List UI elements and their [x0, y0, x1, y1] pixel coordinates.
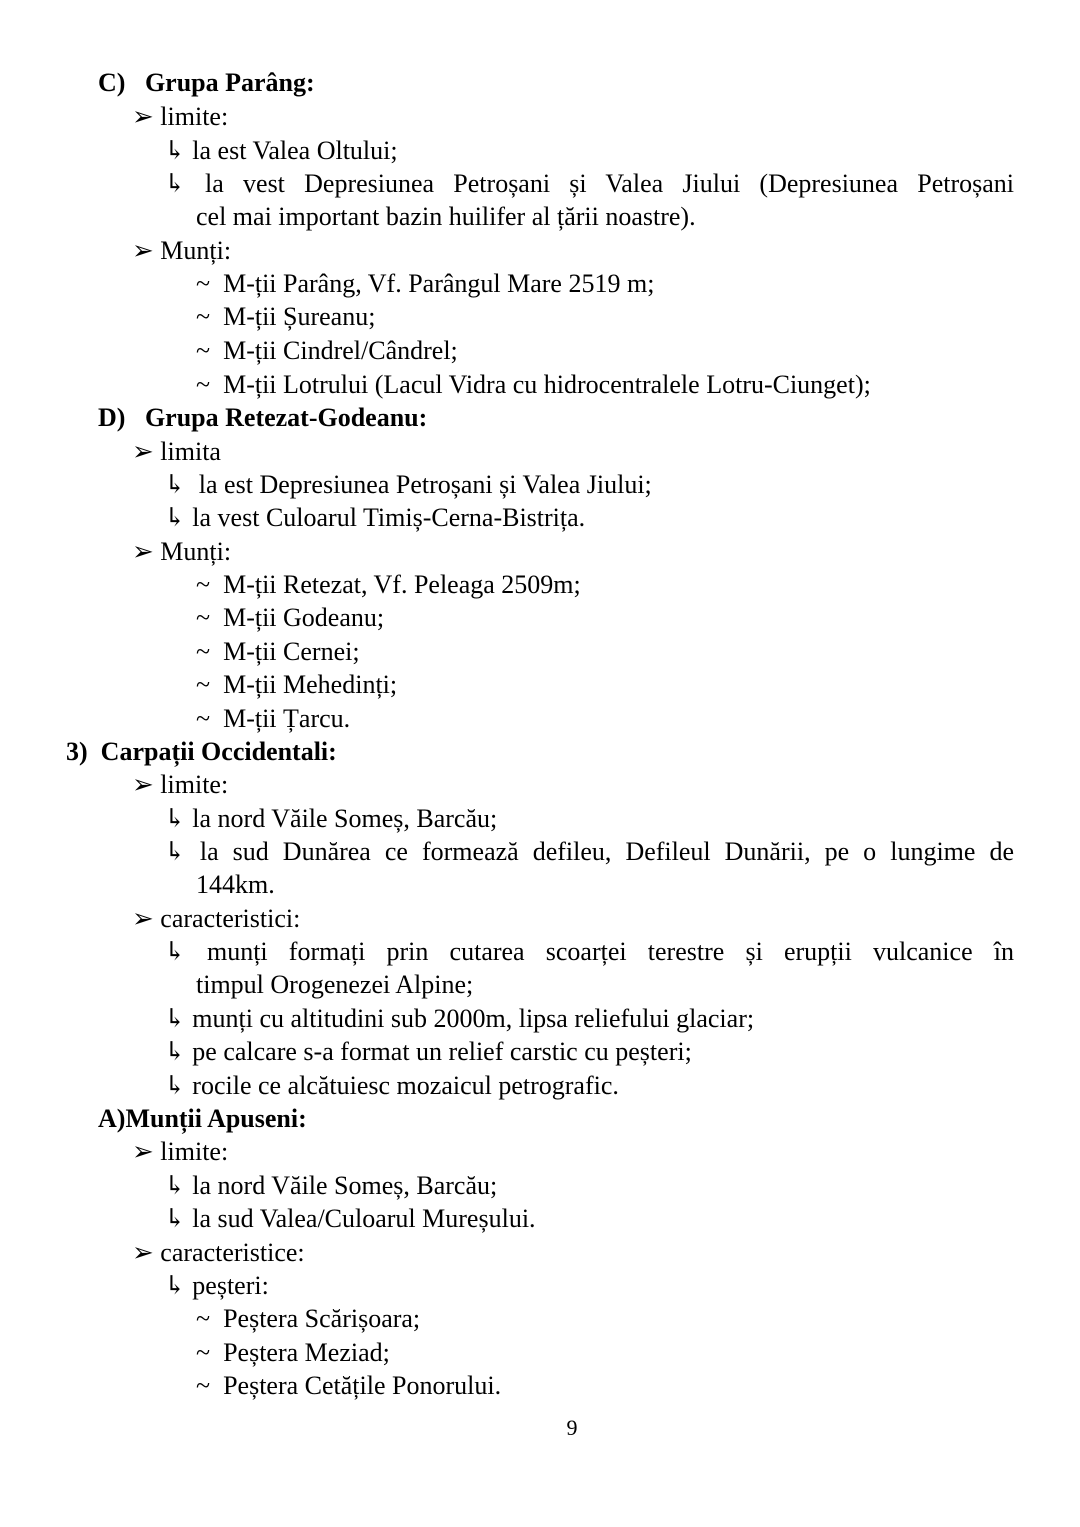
- section-3-title: Carpații Occidentali:: [100, 737, 337, 766]
- tilde-item-text: M-ții Retezat, Vf. Peleaga 2509m;: [223, 570, 581, 599]
- bullet-item: [132, 902, 300, 935]
- section-c-heading: [98, 66, 315, 99]
- tilde-bullet-icon: ~: [196, 336, 211, 365]
- arrow-bullet-icon: ➢: [132, 1238, 154, 1267]
- sub-bullet-item: [164, 1069, 619, 1102]
- tilde-item: [196, 635, 360, 668]
- tilde-item: [196, 368, 871, 401]
- hook-arrow-icon: ↳: [164, 804, 186, 833]
- tilde-item: [196, 601, 384, 634]
- bullet-item: [132, 100, 228, 133]
- sub-bullet-item: [164, 935, 1014, 968]
- page-number: 9: [566, 1415, 578, 1440]
- sub-bullet-item: [164, 1169, 497, 1202]
- sub-bullet-text: la vest Culoarul Timiș-Cerna-Bistrița.: [192, 503, 586, 532]
- tilde-item: [196, 267, 654, 300]
- section-3-heading: [66, 735, 337, 768]
- tilde-item-text: M-ții Șureanu;: [223, 302, 376, 331]
- sub-bullet-item: [164, 134, 398, 167]
- arrow-bullet-icon: ➢: [132, 102, 154, 131]
- hook-arrow-icon: ↳: [164, 136, 186, 165]
- bullet-label: caracteristici:: [160, 904, 301, 933]
- tilde-item: [196, 1369, 501, 1402]
- sub-bullet-continuation: cel mai important bazin huilifer al țării noastre).: [196, 202, 696, 231]
- tilde-item-text: M-ții Cindrel/Cândrel;: [223, 336, 458, 365]
- sub-bullet-item: [164, 468, 652, 501]
- tilde-bullet-icon: ~: [196, 269, 211, 298]
- tilde-item-text: M-ții Țarcu.: [223, 704, 351, 733]
- sub-bullet-item: [164, 167, 1014, 200]
- tilde-item-text: Peștera Meziad;: [223, 1338, 390, 1367]
- tilde-item: [196, 334, 458, 367]
- sub-bullet-continuation: timpul Orogenezei Alpine;: [196, 970, 474, 999]
- bullet-item: [132, 234, 231, 267]
- tilde-item: [196, 668, 397, 701]
- section-a-heading: [98, 1102, 307, 1135]
- tilde-item-text: Peștera Cetățile Ponorului.: [223, 1371, 502, 1400]
- arrow-bullet-icon: ➢: [132, 904, 154, 933]
- bullet-label: limita: [160, 437, 221, 466]
- section-c-number: C): [98, 68, 126, 97]
- sub-bullet-text: la est Valea Oltului;: [192, 136, 398, 165]
- sub-bullet-item: [164, 1002, 754, 1035]
- tilde-bullet-icon: ~: [196, 670, 211, 699]
- sub-bullet-item: [164, 1202, 536, 1235]
- sub-bullet-item: [164, 1035, 692, 1068]
- bullet-item: [132, 435, 221, 468]
- section-a-number: A): [98, 1104, 126, 1133]
- bullet-label: Munți:: [160, 236, 232, 265]
- tilde-bullet-icon: ~: [196, 1371, 211, 1400]
- bullet-item: [132, 768, 228, 801]
- bullet-item: [132, 535, 231, 568]
- sub-bullet-text: rocile ce alcătuiesc mozaicul petrografic.: [192, 1071, 619, 1100]
- tilde-bullet-icon: ~: [196, 1304, 211, 1333]
- tilde-item: [196, 568, 581, 601]
- tilde-item: [196, 1302, 420, 1335]
- hook-arrow-icon: ↳: [164, 1271, 186, 1300]
- section-3-number: 3): [66, 737, 88, 766]
- tilde-item-text: M-ții Parâng, Vf. Parângul Mare 2519 m;: [223, 269, 655, 298]
- arrow-bullet-icon: ➢: [132, 236, 154, 265]
- hook-arrow-icon: ↳: [164, 169, 186, 198]
- bullet-item: [132, 1236, 305, 1269]
- sub-bullet-text: la nord Văile Someș, Barcău;: [192, 804, 498, 833]
- hook-arrow-icon: ↳: [164, 1004, 186, 1033]
- bullet-label: Munți:: [160, 537, 232, 566]
- section-a-title: Munții Apuseni:: [125, 1104, 307, 1133]
- sub-bullet-item: [164, 835, 1014, 868]
- arrow-bullet-icon: ➢: [132, 437, 154, 466]
- hook-arrow-icon: ↳: [164, 1071, 186, 1100]
- tilde-item-text: M-ții Cernei;: [223, 637, 360, 666]
- tilde-item-text: M-ții Lotrului (Lacul Vidra cu hidrocentralele Lotru-Ciunget);: [223, 370, 871, 399]
- sub-bullet-item: [164, 501, 585, 534]
- sub-bullet-item: [164, 802, 497, 835]
- bullet-label: limite:: [160, 1137, 229, 1166]
- sub-bullet-text: pe calcare s-a format un relief carstic cu peșteri;: [192, 1037, 692, 1066]
- hook-arrow-icon: ↳: [164, 1037, 186, 1066]
- sub-bullet-text: la sud Dunărea ce formează defileu, Defileul Dunării, pe o lungime de: [199, 837, 1015, 866]
- hook-arrow-icon: ↳: [164, 937, 186, 966]
- bullet-label: limite:: [160, 770, 229, 799]
- sub-bullet-text: munți cu altitudini sub 2000m, lipsa reliefului glaciar;: [192, 1004, 755, 1033]
- sub-bullet-item: [164, 1269, 269, 1302]
- section-d-title: Grupa Retezat-Godeanu:: [144, 403, 428, 432]
- arrow-bullet-icon: ➢: [132, 770, 154, 799]
- sub-bullet-text: la sud Valea/Culoarul Mureșului.: [192, 1204, 536, 1233]
- section-c-title: Grupa Parâng:: [144, 68, 315, 97]
- hook-arrow-icon: ↳: [164, 1171, 186, 1200]
- section-d-number: D): [98, 403, 126, 432]
- sub-bullet-text: la nord Văile Someș, Barcău;: [192, 1171, 498, 1200]
- arrow-bullet-icon: ➢: [132, 537, 154, 566]
- tilde-item: [196, 1336, 390, 1369]
- tilde-bullet-icon: ~: [196, 370, 211, 399]
- tilde-bullet-icon: ~: [196, 637, 211, 666]
- hook-arrow-icon: ↳: [164, 470, 186, 499]
- tilde-item: [196, 300, 375, 333]
- tilde-bullet-icon: ~: [196, 1338, 211, 1367]
- bullet-item: [132, 1135, 228, 1168]
- sub-bullet-text: la est Depresiunea Petroșani și Valea Jiului;: [198, 470, 652, 499]
- tilde-item-text: M-ții Godeanu;: [223, 603, 385, 632]
- tilde-item-text: M-ții Mehedinți;: [223, 670, 398, 699]
- bullet-label: caracteristice:: [160, 1238, 305, 1267]
- tilde-bullet-icon: ~: [196, 603, 211, 632]
- tilde-item-text: Peștera Scărișoara;: [223, 1304, 421, 1333]
- sub-bullet-text: munți formați prin cutarea scoarței terestre și erupții vulcanice în: [206, 937, 1014, 966]
- section-d-heading: [98, 401, 427, 434]
- hook-arrow-icon: ↳: [164, 503, 186, 532]
- tilde-bullet-icon: ~: [196, 704, 211, 733]
- tilde-bullet-icon: ~: [196, 302, 211, 331]
- hook-arrow-icon: ↳: [164, 837, 186, 866]
- sub-bullet-continuation: 144km.: [196, 870, 275, 899]
- bullet-label: limite:: [160, 102, 229, 131]
- sub-bullet-text: peșteri:: [192, 1271, 269, 1300]
- tilde-item: [196, 702, 350, 735]
- hook-arrow-icon: ↳: [164, 1204, 186, 1233]
- sub-bullet-text: la vest Depresiunea Petroșani și Valea Jiului (Depresiunea Petroșani: [205, 169, 1014, 198]
- tilde-bullet-icon: ~: [196, 570, 211, 599]
- arrow-bullet-icon: ➢: [132, 1137, 154, 1166]
